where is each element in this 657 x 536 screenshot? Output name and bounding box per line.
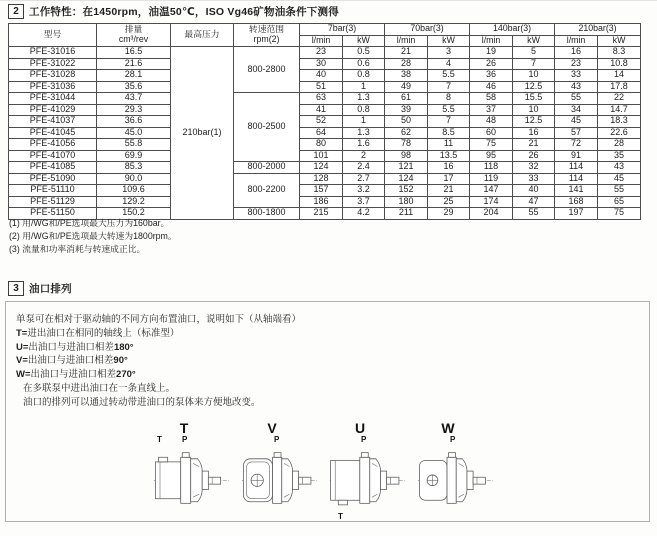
value-cell: 2.4 — [343, 162, 385, 174]
model-cell: PFE-41085 — [9, 162, 97, 174]
value-cell: 50 — [385, 116, 428, 128]
value-cell: 60 — [470, 127, 513, 139]
value-cell: 8.5 — [428, 127, 470, 139]
table-row — [9, 196, 641, 208]
footnote-2: (2) 用/WG和/PE选项最大转速为1800rpm。 — [9, 230, 177, 241]
value-cell: 14 — [598, 70, 641, 82]
value-cell: 26 — [513, 150, 555, 162]
value-cell: 12.5 — [513, 116, 555, 128]
value-cell: 62 — [385, 127, 428, 139]
disp-cell: 45.0 — [97, 127, 171, 139]
col-header-140bar: 140bar(3) — [470, 24, 555, 36]
subcol-power: kW — [513, 35, 555, 47]
value-cell: 186 — [300, 196, 343, 208]
value-cell: 101 — [300, 150, 343, 162]
speed-range-cell: 800-2200 — [234, 173, 300, 208]
pump-side-view-icon — [415, 445, 499, 511]
port-label-P: P — [274, 435, 280, 444]
disp-cell: 129.2 — [97, 196, 171, 208]
value-cell: 37 — [470, 104, 513, 116]
model-cell: PFE-51090 — [9, 173, 97, 185]
value-cell: 5 — [513, 47, 555, 59]
value-cell: 114 — [555, 162, 598, 174]
table-header-row-1 — [9, 24, 641, 36]
footnotes — [9, 217, 177, 255]
pump-side-view-icon — [239, 445, 323, 511]
value-cell: 26 — [470, 58, 513, 70]
speed-range-cell: 800-2500 — [234, 93, 300, 162]
value-cell: 15.5 — [513, 93, 555, 105]
value-cell: 7 — [513, 58, 555, 70]
value-cell: 21 — [513, 139, 555, 151]
disp-cell: 150.2 — [97, 208, 171, 220]
model-cell: PFE-31044 — [9, 93, 97, 105]
value-cell: 30 — [300, 58, 343, 70]
value-cell: 180 — [385, 196, 428, 208]
value-cell: 17.8 — [598, 81, 641, 93]
value-cell: 3.2 — [343, 185, 385, 197]
value-cell: 2 — [343, 150, 385, 162]
disp-cell: 43.7 — [97, 93, 171, 105]
value-cell: 28 — [598, 139, 641, 151]
section3-number: 3 — [8, 281, 24, 296]
value-cell: 36 — [470, 70, 513, 82]
value-cell: 43 — [555, 81, 598, 93]
value-cell: 55 — [598, 185, 641, 197]
value-cell: 55 — [513, 208, 555, 220]
section2-header — [8, 4, 339, 19]
table-row — [9, 70, 641, 82]
value-cell: 147 — [470, 185, 513, 197]
col-header-max-pressure: 最高压力 — [171, 24, 234, 47]
model-cell: PFE-31028 — [9, 70, 97, 82]
value-cell: 52 — [300, 116, 343, 128]
value-cell: 21 — [385, 47, 428, 59]
model-cell: PFE-51110 — [9, 185, 97, 197]
disp-cell: 69.9 — [97, 150, 171, 162]
value-cell: 23 — [555, 58, 598, 70]
value-cell: 4.2 — [343, 208, 385, 220]
value-cell: 46 — [470, 81, 513, 93]
value-cell: 16 — [555, 47, 598, 59]
model-cell: PFE-41045 — [9, 127, 97, 139]
model-cell: PFE-31022 — [9, 58, 97, 70]
subcol-flow: l/min — [470, 35, 513, 47]
port-line-W: W=出油口与进油口相差270° — [16, 369, 136, 381]
speed-range-cell: 800-2800 — [234, 47, 300, 93]
value-cell: 121 — [385, 162, 428, 174]
value-cell: 33 — [555, 70, 598, 82]
value-cell: 10.8 — [598, 58, 641, 70]
model-cell: PFE-31016 — [9, 47, 97, 59]
model-cell: PFE-51150 — [9, 208, 97, 220]
value-cell: 98 — [385, 150, 428, 162]
disp-cell: 28.1 — [97, 70, 171, 82]
value-cell: 1.3 — [343, 127, 385, 139]
value-cell: 40 — [513, 185, 555, 197]
disp-cell: 29.3 — [97, 104, 171, 116]
subcol-power: kW — [343, 35, 385, 47]
col-header-210bar: 210bar(3) — [555, 24, 641, 36]
value-cell: 75 — [470, 139, 513, 151]
col-header-70bar: 70bar(3) — [385, 24, 470, 36]
pump-side-view-icon — [327, 445, 411, 511]
value-cell: 2.7 — [343, 173, 385, 185]
value-cell: 10 — [513, 104, 555, 116]
value-cell: 3 — [428, 47, 470, 59]
table-row — [9, 47, 641, 59]
value-cell: 0.6 — [343, 58, 385, 70]
value-cell: 25 — [428, 196, 470, 208]
port-label-P: P — [450, 435, 456, 444]
value-cell: 18.3 — [598, 116, 641, 128]
note-line-1: 在多联泵中进出油口在一条直线上。 — [23, 382, 176, 394]
value-cell: 78 — [385, 139, 428, 151]
value-cell: 21 — [428, 185, 470, 197]
max-pressure-cell: 210bar(1) — [171, 47, 234, 220]
section2-title: 工作特性：在1450rpm，油温50℃，ISO Vg46矿物油条件下测得 — [29, 6, 339, 18]
value-cell: 57 — [555, 127, 598, 139]
value-cell: 58 — [470, 93, 513, 105]
value-cell: 1 — [343, 81, 385, 93]
note-line-2: 油口的排列可以通过转动带进油口的泵体来方便地改变。 — [23, 396, 261, 408]
value-cell: 157 — [300, 185, 343, 197]
port-line-V: V=出油口与进油口相差90° — [16, 355, 128, 367]
port-label-T: T — [338, 512, 343, 521]
model-cell: PFE-41029 — [9, 104, 97, 116]
value-cell: 39 — [385, 104, 428, 116]
value-cell: 72 — [555, 139, 598, 151]
disp-cell: 36.6 — [97, 116, 171, 128]
value-cell: 5.5 — [428, 104, 470, 116]
port-arrangement-box — [5, 301, 650, 522]
value-cell: 40 — [300, 70, 343, 82]
section3-header — [8, 281, 72, 296]
subcol-flow: l/min — [555, 35, 598, 47]
value-cell: 204 — [470, 208, 513, 220]
value-cell: 16 — [428, 162, 470, 174]
speed-range-cell: 800-1800 — [234, 208, 300, 220]
value-cell: 124 — [300, 162, 343, 174]
table-row — [9, 93, 641, 105]
value-cell: 51 — [300, 81, 343, 93]
value-cell: 10 — [513, 70, 555, 82]
table-row — [9, 104, 641, 116]
value-cell: 17 — [428, 173, 470, 185]
table-row — [9, 116, 641, 128]
value-cell: 45 — [555, 116, 598, 128]
value-cell: 8 — [428, 93, 470, 105]
subcol-power: kW — [598, 35, 641, 47]
value-cell: 14.7 — [598, 104, 641, 116]
value-cell: 12.5 — [513, 81, 555, 93]
table-row — [9, 185, 641, 197]
disp-cell: 90.0 — [97, 173, 171, 185]
diagram-W-letter: W — [441, 420, 455, 436]
value-cell: 41 — [300, 104, 343, 116]
value-cell: 128 — [300, 173, 343, 185]
value-cell: 34 — [555, 104, 598, 116]
table-row — [9, 173, 641, 185]
table-row — [9, 162, 641, 174]
value-cell: 119 — [470, 173, 513, 185]
diagram-T — [151, 420, 235, 521]
section2-number: 2 — [8, 4, 24, 19]
subcol-power: kW — [428, 35, 470, 47]
footnote-3: (3) 流量和功率消耗与转速成正比。 — [9, 243, 146, 254]
value-cell: 1 — [343, 116, 385, 128]
port-label-P: P — [182, 435, 188, 444]
disp-cell: 55.8 — [97, 139, 171, 151]
value-cell: 91 — [555, 150, 598, 162]
section3-title: 油口排列 — [29, 283, 72, 295]
value-cell: 19 — [470, 47, 513, 59]
col-header-7bar: 7bar(3) — [300, 24, 385, 36]
value-cell: 22 — [598, 93, 641, 105]
col-header-displacement: 排量 cm³/rev — [97, 24, 171, 47]
value-cell: 211 — [385, 208, 428, 220]
subcol-flow: l/min — [385, 35, 428, 47]
value-cell: 174 — [470, 196, 513, 208]
model-cell: PFE-31036 — [9, 81, 97, 93]
disp-cell: 35.6 — [97, 81, 171, 93]
value-cell: 5.5 — [428, 70, 470, 82]
value-cell: 7 — [428, 116, 470, 128]
subcol-flow: l/min — [300, 35, 343, 47]
port-line-T: T=进出油口在相同的轴线上（标准型） — [16, 327, 180, 339]
disp-cell: 21.6 — [97, 58, 171, 70]
value-cell: 0.8 — [343, 70, 385, 82]
model-cell: PFE-51129 — [9, 196, 97, 208]
pump-side-view-icon — [151, 445, 235, 511]
model-cell: PFE-41037 — [9, 116, 97, 128]
table-row — [9, 139, 641, 151]
value-cell: 45 — [598, 173, 641, 185]
value-cell: 55 — [555, 93, 598, 105]
value-cell: 141 — [555, 185, 598, 197]
value-cell: 63 — [300, 93, 343, 105]
value-cell: 13.5 — [428, 150, 470, 162]
diagram-V-letter: V — [267, 420, 277, 436]
value-cell: 7 — [428, 81, 470, 93]
value-cell: 49 — [385, 81, 428, 93]
table-row — [9, 58, 641, 70]
pump-diagrams — [151, 420, 499, 521]
value-cell: 22.6 — [598, 127, 641, 139]
value-cell: 118 — [470, 162, 513, 174]
value-cell: 114 — [555, 173, 598, 185]
value-cell: 3.7 — [343, 196, 385, 208]
value-cell: 75 — [598, 208, 641, 220]
value-cell: 16 — [513, 127, 555, 139]
speed-range-cell: 800-2000 — [234, 162, 300, 174]
port-label-T: T — [157, 435, 162, 444]
diagram-U — [327, 420, 411, 521]
value-cell: 11 — [428, 139, 470, 151]
value-cell: 80 — [300, 139, 343, 151]
port-arrangement-text — [6, 302, 649, 409]
value-cell: 35 — [598, 150, 641, 162]
value-cell: 47 — [513, 196, 555, 208]
value-cell: 61 — [385, 93, 428, 105]
value-cell: 95 — [470, 150, 513, 162]
value-cell: 168 — [555, 196, 598, 208]
value-cell: 0.5 — [343, 47, 385, 59]
diagram-V — [239, 420, 323, 521]
value-cell: 33 — [513, 173, 555, 185]
table-row — [9, 150, 641, 162]
value-cell: 64 — [300, 127, 343, 139]
value-cell: 38 — [385, 70, 428, 82]
model-cell: PFE-41070 — [9, 150, 97, 162]
value-cell: 28 — [385, 58, 428, 70]
col-header-model: 型号 — [9, 24, 97, 47]
model-cell: PFE-41056 — [9, 139, 97, 151]
value-cell: 29 — [428, 208, 470, 220]
value-cell: 152 — [385, 185, 428, 197]
port-label-P: P — [361, 435, 367, 444]
diagram-W — [415, 420, 499, 521]
value-cell: 215 — [300, 208, 343, 220]
table-row — [9, 127, 641, 139]
value-cell: 1.3 — [343, 93, 385, 105]
disp-cell: 109.6 — [97, 185, 171, 197]
intro-line: 单泵可在相对于驱动轴的不同方向布置油口，说明如下（从轴端看） — [16, 314, 302, 325]
table-row — [9, 81, 641, 93]
value-cell: 1.6 — [343, 139, 385, 151]
value-cell: 48 — [470, 116, 513, 128]
value-cell: 65 — [598, 196, 641, 208]
diagram-U-letter: U — [354, 420, 366, 436]
disp-cell: 16.5 — [97, 47, 171, 59]
performance-table — [8, 23, 641, 220]
value-cell: 8.3 — [598, 47, 641, 59]
col-header-speed-range: 转速范围 rpm(2) — [234, 24, 300, 47]
value-cell: 197 — [555, 208, 598, 220]
value-cell: 124 — [385, 173, 428, 185]
diagram-T-letter: T — [179, 420, 189, 436]
disp-cell: 85.3 — [97, 162, 171, 174]
value-cell: 32 — [513, 162, 555, 174]
value-cell: 4 — [428, 58, 470, 70]
value-cell: 0.8 — [343, 104, 385, 116]
port-line-U: U=出油口与进油口相差180° — [16, 341, 134, 353]
footnote-1: (1) 用/WG和/PE选项最大压力为160bar。 — [9, 218, 170, 228]
value-cell: 23 — [300, 47, 343, 59]
value-cell: 43 — [598, 162, 641, 174]
